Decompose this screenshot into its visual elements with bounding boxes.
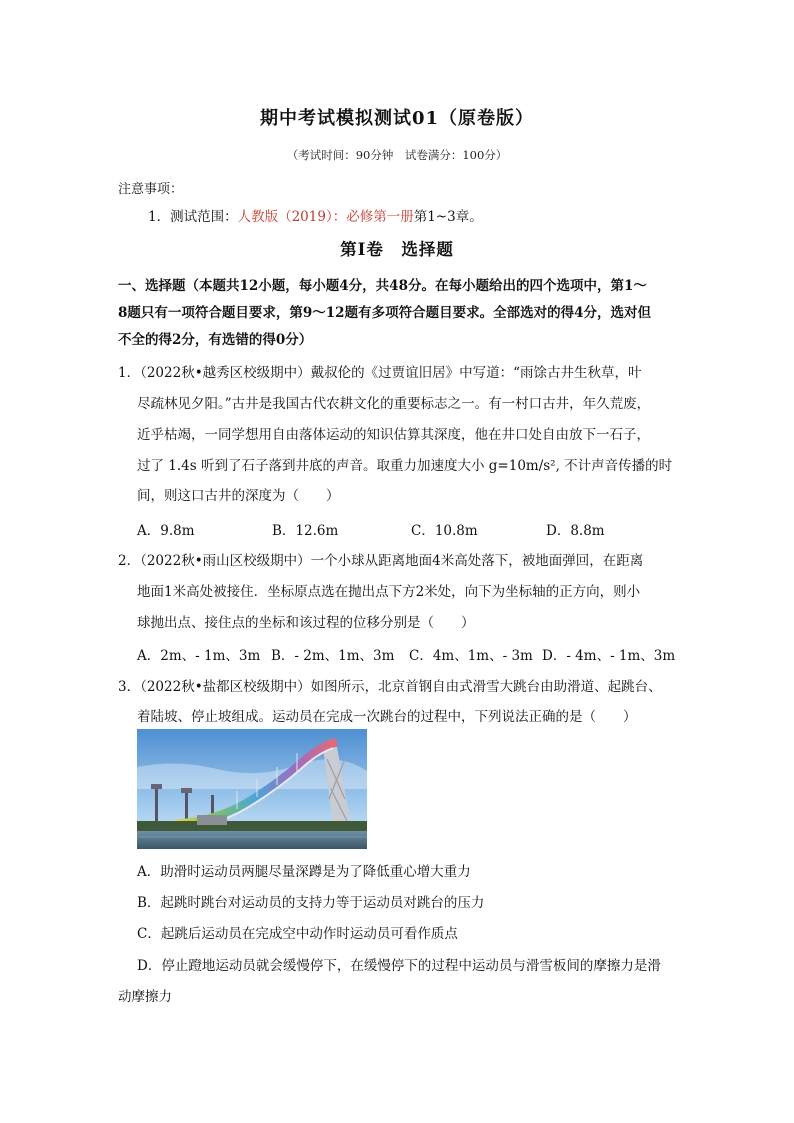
question-line: 地面1米高处被接住．坐标原点选在抛出点下方2米处，向下为坐标轴的正方向，则小 [137, 584, 641, 600]
exam-info: （考试时间：90分钟 试卷满分：100分） [286, 148, 508, 162]
note-suffix: 第1~3章。 [413, 209, 483, 225]
option-b: B．- 2m、1m、3m [271, 648, 395, 664]
note-scope: 人教版（2019）：必修第一册 [237, 209, 414, 225]
question-line: 着陆坡、停止坡组成。运动员在完成一次跳台的过程中，下列说法正确的是（ ） [137, 709, 637, 725]
note-item-1 [148, 205, 483, 225]
question-line: 间，则这口古井的深度为（ ） [137, 488, 340, 504]
option-a: A．9.8m [137, 523, 195, 539]
option-a: A．助滑时运动员两腿尽量深蹲是为了降低重心增大重力 [137, 864, 471, 880]
option-d: D．停止蹬地运动员就会缓慢停下，在缓慢停下的过程中运动员与滑雪板间的摩擦力是滑 [137, 958, 661, 974]
notes-label: 注意事项： [118, 182, 184, 197]
instructions-line-3: 不全的得2分，有选错的得0分） [118, 332, 313, 348]
option-c: C．4m、1m、- 3m [409, 648, 533, 664]
section-title: 第Ⅰ卷 选择题 [340, 240, 454, 259]
option-a: A．2m、- 1m、3m [137, 648, 261, 664]
question-line: 近乎枯竭，一同学想用自由落体运动的知识估算其深度，他在井口处自由放下一石子， [137, 427, 650, 443]
ski-jump-photo [137, 729, 367, 849]
option-d-continued: 动摩擦力 [118, 989, 172, 1005]
question-line: 3．（2022秋•盐都区校级期中）如图所示，北京首钢自由式滑雪大跳台由助滑道、起跳台、 [118, 679, 662, 695]
question-line: 过了 1.4s 听到了石子落到井底的声音。取重力加速度大小 g=10m/s², 不计声音传播的时 [137, 458, 673, 474]
option-b: B．12.6m [272, 523, 339, 539]
question-line: 2．（2022秋•雨山区校级期中）一个小球从距离地面4米高处落下，被地面弹回，在距离 [118, 553, 644, 569]
question-line: 1．（2022秋•越秀区校级期中）戴叔伦的《过贾谊旧居》中写道：“雨馀古井生秋草，叶 [118, 365, 642, 381]
option-d: D．- 4m、- 1m、3m [542, 648, 676, 664]
option-b: B．起跳时跳台对运动员的支持力等于运动员对跳台的压力 [137, 895, 485, 911]
question-line: 尽疏林见夕阳。”古井是我国古代农耕文化的重要标志之一。有一村口古井，年久荒废， [137, 396, 651, 412]
note-prefix: 1．测试范围： [148, 209, 238, 225]
page-title: 期中考试模拟测试01（原卷版） [259, 108, 535, 129]
instructions-line-1: 一、选择题（本题共12小题，每小题4分，共48分。在每小题给出的四个选项中，第1～ [118, 278, 647, 294]
option-c: C．起跳后运动员在完成空中动作时运动员可看作质点 [137, 926, 458, 942]
question-line: 球抛出点、接住点的坐标和该过程的位移分别是（ ） [137, 615, 475, 631]
option-c: C．10.8m [411, 523, 478, 539]
instructions-line-2: 8题只有一项符合题目要求，第9～12题有多项符合题目要求。全部选对的得4分，选对但 [118, 305, 651, 321]
option-d: D．8.8m [546, 523, 605, 539]
